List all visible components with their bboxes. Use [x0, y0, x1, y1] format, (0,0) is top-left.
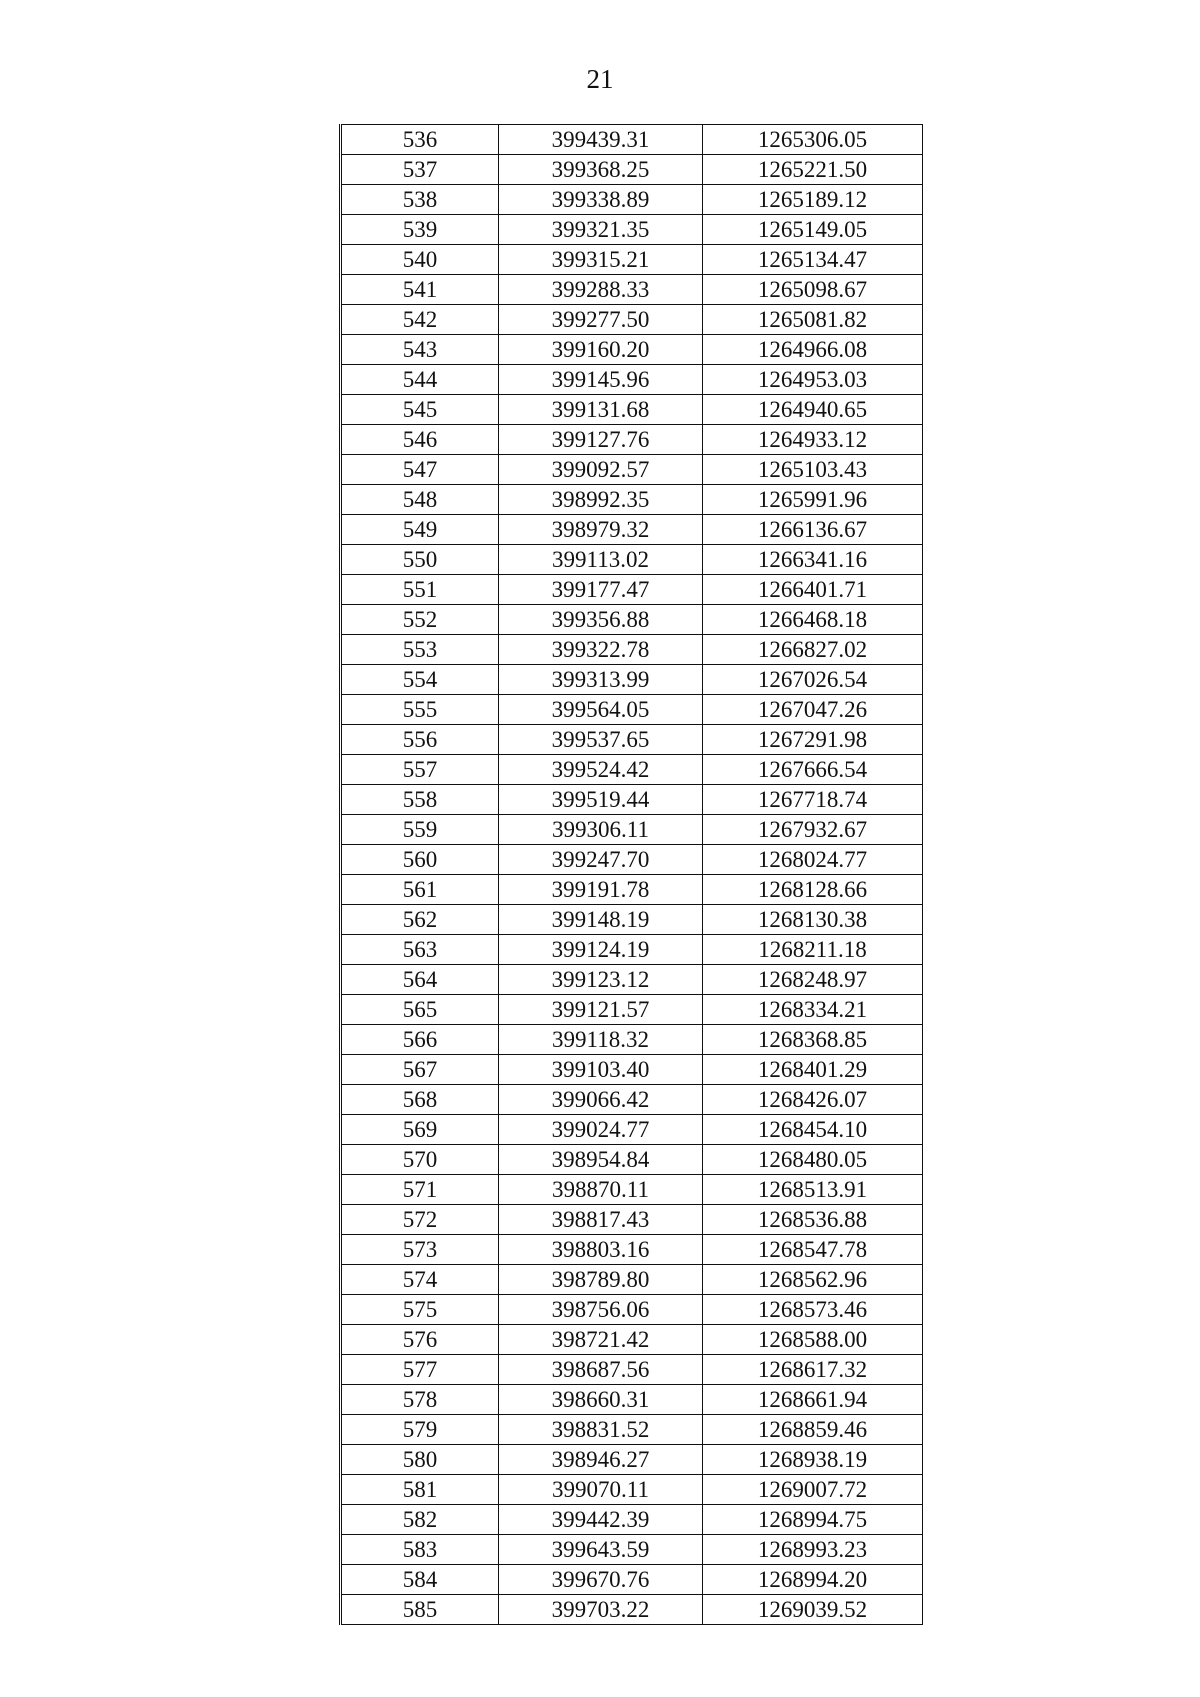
y-coordinate-cell: 1264966.08 [703, 335, 923, 365]
point-number-cell: 547 [341, 455, 499, 485]
table-row [341, 245, 923, 275]
point-number-cell: 580 [341, 1445, 499, 1475]
y-coordinate-cell: 1268130.38 [703, 905, 923, 935]
point-number-cell: 556 [341, 725, 499, 755]
x-coordinate-cell: 399313.99 [499, 665, 703, 695]
x-coordinate-cell: 398954.84 [499, 1145, 703, 1175]
point-number-cell: 537 [341, 155, 499, 185]
table-row [341, 275, 923, 305]
point-number-cell: 539 [341, 215, 499, 245]
x-coordinate-cell: 399564.05 [499, 695, 703, 725]
table-row [341, 1085, 923, 1115]
y-coordinate-cell: 1265134.47 [703, 245, 923, 275]
x-coordinate-cell: 398817.43 [499, 1205, 703, 1235]
point-number-cell: 545 [341, 395, 499, 425]
point-number-cell: 551 [341, 575, 499, 605]
y-coordinate-cell: 1268454.10 [703, 1115, 923, 1145]
table-row [341, 485, 923, 515]
y-coordinate-cell: 1268617.32 [703, 1355, 923, 1385]
table-row [341, 1385, 923, 1415]
point-number-cell: 582 [341, 1505, 499, 1535]
y-coordinate-cell: 1265221.50 [703, 155, 923, 185]
y-coordinate-cell: 1269039.52 [703, 1595, 923, 1625]
y-coordinate-cell: 1268536.88 [703, 1205, 923, 1235]
x-coordinate-cell: 399024.77 [499, 1115, 703, 1145]
x-coordinate-cell: 399121.57 [499, 995, 703, 1025]
point-number-cell: 571 [341, 1175, 499, 1205]
point-number-cell: 567 [341, 1055, 499, 1085]
y-coordinate-cell: 1268248.97 [703, 965, 923, 995]
x-coordinate-cell: 399537.65 [499, 725, 703, 755]
y-coordinate-cell: 1266827.02 [703, 635, 923, 665]
y-coordinate-cell: 1266401.71 [703, 575, 923, 605]
point-number-cell: 566 [341, 1025, 499, 1055]
table-row [341, 1565, 923, 1595]
x-coordinate-cell: 398979.32 [499, 515, 703, 545]
y-coordinate-cell: 1268994.75 [703, 1505, 923, 1535]
y-coordinate-cell: 1266341.16 [703, 545, 923, 575]
table-row [341, 905, 923, 935]
x-coordinate-cell: 399643.59 [499, 1535, 703, 1565]
table-row [341, 575, 923, 605]
x-coordinate-cell: 398946.27 [499, 1445, 703, 1475]
y-coordinate-cell: 1268859.46 [703, 1415, 923, 1445]
point-number-cell: 577 [341, 1355, 499, 1385]
x-coordinate-cell: 399148.19 [499, 905, 703, 935]
y-coordinate-cell: 1268334.21 [703, 995, 923, 1025]
table-row [341, 305, 923, 335]
point-number-cell: 563 [341, 935, 499, 965]
y-coordinate-cell: 1268211.18 [703, 935, 923, 965]
y-coordinate-cell: 1267666.54 [703, 755, 923, 785]
table-row [341, 185, 923, 215]
point-number-cell: 579 [341, 1415, 499, 1445]
x-coordinate-cell: 398992.35 [499, 485, 703, 515]
x-coordinate-cell: 399177.47 [499, 575, 703, 605]
point-number-cell: 558 [341, 785, 499, 815]
table-row [341, 1295, 923, 1325]
table-row [341, 1205, 923, 1235]
table-row [341, 725, 923, 755]
x-coordinate-cell: 399066.42 [499, 1085, 703, 1115]
table-row [341, 365, 923, 395]
point-number-cell: 554 [341, 665, 499, 695]
y-coordinate-cell: 1268513.91 [703, 1175, 923, 1205]
table-row [341, 425, 923, 455]
x-coordinate-cell: 399321.35 [499, 215, 703, 245]
table-row [341, 845, 923, 875]
point-number-cell: 538 [341, 185, 499, 215]
x-coordinate-cell: 398870.11 [499, 1175, 703, 1205]
point-number-cell: 544 [341, 365, 499, 395]
table-row [341, 1355, 923, 1385]
y-coordinate-cell: 1268661.94 [703, 1385, 923, 1415]
y-coordinate-cell: 1268994.20 [703, 1565, 923, 1595]
x-coordinate-cell: 399092.57 [499, 455, 703, 485]
coordinates-table [339, 124, 923, 1625]
table-row [341, 215, 923, 245]
y-coordinate-cell: 1266468.18 [703, 605, 923, 635]
table-row [341, 1595, 923, 1625]
point-number-cell: 570 [341, 1145, 499, 1175]
x-coordinate-cell: 398687.56 [499, 1355, 703, 1385]
y-coordinate-cell: 1266136.67 [703, 515, 923, 545]
table-row [341, 1265, 923, 1295]
y-coordinate-cell: 1265189.12 [703, 185, 923, 215]
x-coordinate-cell: 399277.50 [499, 305, 703, 335]
y-coordinate-cell: 1267932.67 [703, 815, 923, 845]
table-row [341, 995, 923, 1025]
point-number-cell: 559 [341, 815, 499, 845]
point-number-cell: 569 [341, 1115, 499, 1145]
point-number-cell: 562 [341, 905, 499, 935]
table-row [341, 695, 923, 725]
y-coordinate-cell: 1265991.96 [703, 485, 923, 515]
y-coordinate-cell: 1268573.46 [703, 1295, 923, 1325]
table-row [341, 605, 923, 635]
x-coordinate-cell: 399124.19 [499, 935, 703, 965]
point-number-cell: 553 [341, 635, 499, 665]
x-coordinate-cell: 399356.88 [499, 605, 703, 635]
point-number-cell: 541 [341, 275, 499, 305]
y-coordinate-cell: 1265098.67 [703, 275, 923, 305]
y-coordinate-cell: 1267026.54 [703, 665, 923, 695]
point-number-cell: 555 [341, 695, 499, 725]
point-number-cell: 578 [341, 1385, 499, 1415]
table-row [341, 785, 923, 815]
y-coordinate-cell: 1268368.85 [703, 1025, 923, 1055]
point-number-cell: 540 [341, 245, 499, 275]
y-coordinate-cell: 1268401.29 [703, 1055, 923, 1085]
y-coordinate-cell: 1267718.74 [703, 785, 923, 815]
table-row [341, 1175, 923, 1205]
x-coordinate-cell: 399247.70 [499, 845, 703, 875]
point-number-cell: 561 [341, 875, 499, 905]
y-coordinate-cell: 1265081.82 [703, 305, 923, 335]
x-coordinate-cell: 399338.89 [499, 185, 703, 215]
y-coordinate-cell: 1264940.65 [703, 395, 923, 425]
y-coordinate-cell: 1268993.23 [703, 1535, 923, 1565]
x-coordinate-cell: 398660.31 [499, 1385, 703, 1415]
x-coordinate-cell: 399519.44 [499, 785, 703, 815]
x-coordinate-cell: 399315.21 [499, 245, 703, 275]
x-coordinate-cell: 398803.16 [499, 1235, 703, 1265]
table-row [341, 1235, 923, 1265]
point-number-cell: 573 [341, 1235, 499, 1265]
table-row [341, 1115, 923, 1145]
point-number-cell: 536 [341, 125, 499, 155]
point-number-cell: 574 [341, 1265, 499, 1295]
table-row [341, 875, 923, 905]
table-row [341, 155, 923, 185]
y-coordinate-cell: 1267291.98 [703, 725, 923, 755]
x-coordinate-cell: 399127.76 [499, 425, 703, 455]
table-row [341, 1505, 923, 1535]
y-coordinate-cell: 1264933.12 [703, 425, 923, 455]
y-coordinate-cell: 1268480.05 [703, 1145, 923, 1175]
x-coordinate-cell: 399191.78 [499, 875, 703, 905]
point-number-cell: 543 [341, 335, 499, 365]
x-coordinate-cell: 399145.96 [499, 365, 703, 395]
x-coordinate-cell: 399288.33 [499, 275, 703, 305]
table-row [341, 545, 923, 575]
x-coordinate-cell: 399118.32 [499, 1025, 703, 1055]
x-coordinate-cell: 399113.02 [499, 545, 703, 575]
x-coordinate-cell: 399524.42 [499, 755, 703, 785]
x-coordinate-cell: 399670.76 [499, 1565, 703, 1595]
y-coordinate-cell: 1268562.96 [703, 1265, 923, 1295]
x-coordinate-cell: 399439.31 [499, 125, 703, 155]
x-coordinate-cell: 399368.25 [499, 155, 703, 185]
x-coordinate-cell: 398831.52 [499, 1415, 703, 1445]
y-coordinate-cell: 1269007.72 [703, 1475, 923, 1505]
table-row [341, 755, 923, 785]
x-coordinate-cell: 399703.22 [499, 1595, 703, 1625]
x-coordinate-cell: 398721.42 [499, 1325, 703, 1355]
table-row [341, 635, 923, 665]
table-row [341, 1145, 923, 1175]
table-row [341, 125, 923, 155]
table-row [341, 1445, 923, 1475]
y-coordinate-cell: 1268426.07 [703, 1085, 923, 1115]
x-coordinate-cell: 399070.11 [499, 1475, 703, 1505]
table-row [341, 1475, 923, 1505]
table-row [341, 935, 923, 965]
table-row [341, 395, 923, 425]
x-coordinate-cell: 398789.80 [499, 1265, 703, 1295]
table-row [341, 1325, 923, 1355]
x-coordinate-cell: 399306.11 [499, 815, 703, 845]
point-number-cell: 542 [341, 305, 499, 335]
point-number-cell: 557 [341, 755, 499, 785]
point-number-cell: 552 [341, 605, 499, 635]
point-number-cell: 546 [341, 425, 499, 455]
x-coordinate-cell: 399442.39 [499, 1505, 703, 1535]
y-coordinate-cell: 1265103.43 [703, 455, 923, 485]
x-coordinate-cell: 399131.68 [499, 395, 703, 425]
point-number-cell: 550 [341, 545, 499, 575]
x-coordinate-cell: 398756.06 [499, 1295, 703, 1325]
y-coordinate-cell: 1265149.05 [703, 215, 923, 245]
point-number-cell: 560 [341, 845, 499, 875]
y-coordinate-cell: 1268938.19 [703, 1445, 923, 1475]
point-number-cell: 585 [341, 1595, 499, 1625]
point-number-cell: 583 [341, 1535, 499, 1565]
table-row [341, 815, 923, 845]
point-number-cell: 575 [341, 1295, 499, 1325]
point-number-cell: 564 [341, 965, 499, 995]
y-coordinate-cell: 1265306.05 [703, 125, 923, 155]
table-row [341, 1535, 923, 1565]
table-row [341, 965, 923, 995]
point-number-cell: 584 [341, 1565, 499, 1595]
table-row [341, 335, 923, 365]
x-coordinate-cell: 399123.12 [499, 965, 703, 995]
table-row [341, 1055, 923, 1085]
table-row [341, 1025, 923, 1055]
point-number-cell: 572 [341, 1205, 499, 1235]
y-coordinate-cell: 1264953.03 [703, 365, 923, 395]
table-row [341, 665, 923, 695]
x-coordinate-cell: 399103.40 [499, 1055, 703, 1085]
point-number-cell: 581 [341, 1475, 499, 1505]
table-row [341, 1415, 923, 1445]
y-coordinate-cell: 1268128.66 [703, 875, 923, 905]
x-coordinate-cell: 399160.20 [499, 335, 703, 365]
y-coordinate-cell: 1268024.77 [703, 845, 923, 875]
y-coordinate-cell: 1268588.00 [703, 1325, 923, 1355]
table-row [341, 455, 923, 485]
point-number-cell: 565 [341, 995, 499, 1025]
x-coordinate-cell: 399322.78 [499, 635, 703, 665]
y-coordinate-cell: 1268547.78 [703, 1235, 923, 1265]
point-number-cell: 549 [341, 515, 499, 545]
y-coordinate-cell: 1267047.26 [703, 695, 923, 725]
coordinates-table-body [341, 125, 923, 1625]
point-number-cell: 548 [341, 485, 499, 515]
point-number-cell: 568 [341, 1085, 499, 1115]
page-number: 21 [586, 64, 614, 94]
table-row [341, 515, 923, 545]
point-number-cell: 576 [341, 1325, 499, 1355]
